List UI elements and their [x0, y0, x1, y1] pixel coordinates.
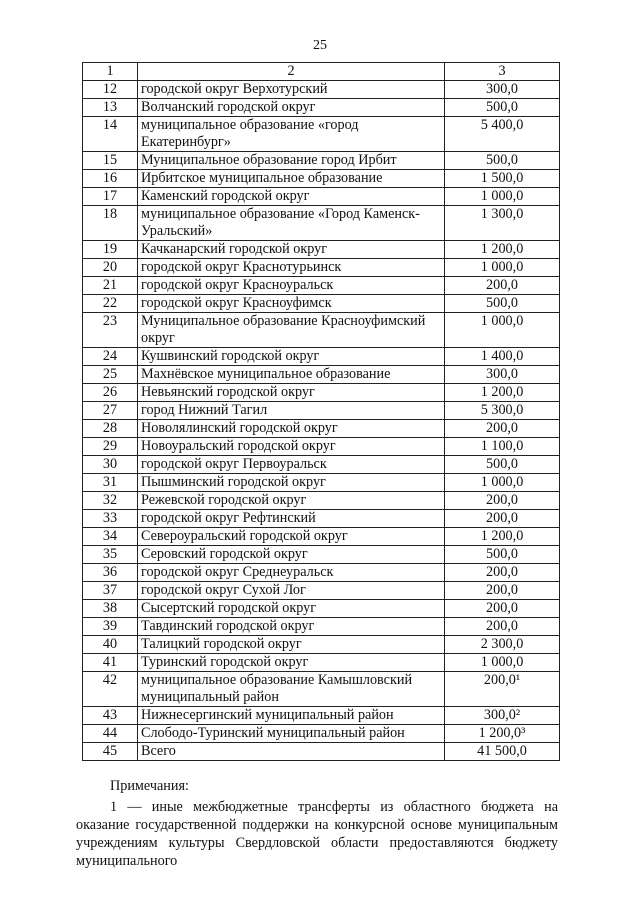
table-row [83, 600, 560, 618]
row-value: 2 300,0 [445, 636, 560, 654]
row-number: 15 [83, 152, 138, 170]
table-row [83, 474, 560, 492]
row-number: 29 [83, 438, 138, 456]
row-number: 30 [83, 456, 138, 474]
table-row [83, 636, 560, 654]
row-value: 1 400,0 [445, 348, 560, 366]
row-name: Всего [138, 743, 445, 761]
table-row [83, 277, 560, 295]
row-name: Пышминский городской округ [138, 474, 445, 492]
row-name: Талицкий городской округ [138, 636, 445, 654]
row-number: 41 [83, 654, 138, 672]
row-value: 200,0 [445, 582, 560, 600]
row-number: 45 [83, 743, 138, 761]
table-row [83, 241, 560, 259]
row-name: Североуральский городской округ [138, 528, 445, 546]
row-name: городской округ Верхотурский [138, 81, 445, 99]
allocation-table [82, 62, 560, 761]
table-row [83, 725, 560, 743]
row-value: 500,0 [445, 99, 560, 117]
row-number: 14 [83, 117, 138, 152]
row-number: 18 [83, 206, 138, 241]
table-row [83, 402, 560, 420]
header-col-2: 2 [138, 63, 445, 81]
row-number: 31 [83, 474, 138, 492]
row-value: 300,0² [445, 707, 560, 725]
row-number: 36 [83, 564, 138, 582]
table-row [83, 170, 560, 188]
row-number: 27 [83, 402, 138, 420]
row-name: Каменский городской округ [138, 188, 445, 206]
row-name: Махнёвское муниципальное образование [138, 366, 445, 384]
row-name: Туринский городской округ [138, 654, 445, 672]
row-value: 1 000,0 [445, 313, 560, 348]
row-name: городской округ Красноуфимск [138, 295, 445, 313]
row-number: 39 [83, 618, 138, 636]
row-number: 32 [83, 492, 138, 510]
row-number: 20 [83, 259, 138, 277]
row-name: городской округ Рефтинский [138, 510, 445, 528]
row-number: 22 [83, 295, 138, 313]
table-row [83, 528, 560, 546]
row-number: 21 [83, 277, 138, 295]
row-value: 1 200,0 [445, 528, 560, 546]
row-value: 1 000,0 [445, 259, 560, 277]
row-value: 200,0 [445, 600, 560, 618]
row-number: 40 [83, 636, 138, 654]
table-row [83, 492, 560, 510]
row-value: 200,0 [445, 420, 560, 438]
row-value: 1 000,0 [445, 654, 560, 672]
table-row [83, 456, 560, 474]
row-name: городской округ Красноуральск [138, 277, 445, 295]
row-name: Тавдинский городской округ [138, 618, 445, 636]
notes-title: Примечания: [110, 778, 189, 794]
table-row [83, 707, 560, 725]
table-row [83, 81, 560, 99]
row-value: 500,0 [445, 456, 560, 474]
row-value: 1 200,0³ [445, 725, 560, 743]
row-name: Режевской городской округ [138, 492, 445, 510]
row-number: 44 [83, 725, 138, 743]
row-value: 1 200,0 [445, 241, 560, 259]
row-name: городской округ Среднеуральск [138, 564, 445, 582]
row-name: Кушвинский городской округ [138, 348, 445, 366]
row-number: 26 [83, 384, 138, 402]
table-row [83, 564, 560, 582]
row-number: 16 [83, 170, 138, 188]
row-number: 33 [83, 510, 138, 528]
table-row [83, 295, 560, 313]
row-name: Слободо-Туринский муниципальный район [138, 725, 445, 743]
table-row [83, 99, 560, 117]
row-value: 41 500,0 [445, 743, 560, 761]
row-name: Новоуральский городской округ [138, 438, 445, 456]
row-value: 1 000,0 [445, 188, 560, 206]
row-number: 37 [83, 582, 138, 600]
table-row [83, 348, 560, 366]
row-value: 200,0¹ [445, 672, 560, 707]
row-name: Нижнесергинский муниципальный район [138, 707, 445, 725]
row-number: 24 [83, 348, 138, 366]
row-number: 42 [83, 672, 138, 707]
table-row [83, 546, 560, 564]
row-name: Волчанский городской округ [138, 99, 445, 117]
table-row [83, 313, 560, 348]
row-name: муниципальное образование «Город Каменск-Уральский» [138, 206, 445, 241]
table-row [83, 582, 560, 600]
row-value: 5 300,0 [445, 402, 560, 420]
row-name: город Нижний Тагил [138, 402, 445, 420]
row-name: городской округ Первоуральск [138, 456, 445, 474]
header-col-1: 1 [83, 63, 138, 81]
table-row [83, 438, 560, 456]
row-number: 12 [83, 81, 138, 99]
page-number: 25 [313, 38, 327, 53]
row-name: Серовский городской округ [138, 546, 445, 564]
table-row [83, 188, 560, 206]
table-row [83, 743, 560, 761]
row-value: 1 000,0 [445, 474, 560, 492]
table-row [83, 152, 560, 170]
row-number: 38 [83, 600, 138, 618]
table-row [83, 117, 560, 152]
row-value: 500,0 [445, 152, 560, 170]
table-row [83, 206, 560, 241]
row-number: 17 [83, 188, 138, 206]
row-value: 300,0 [445, 81, 560, 99]
row-name: Качканарский городской округ [138, 241, 445, 259]
table-row [83, 384, 560, 402]
notes-paragraph: 1 — иные межбюджетные трансферты из областного бюджета на оказание государственной поддержки на конкурсной основе муниципальным учреждениям культуры Свердловской области предоставляются бюджету муниципального [76, 799, 558, 869]
row-name: Невьянский городской округ [138, 384, 445, 402]
row-value: 200,0 [445, 618, 560, 636]
row-value: 1 500,0 [445, 170, 560, 188]
row-value: 5 400,0 [445, 117, 560, 152]
row-name: муниципальное образование «город Екатеринбург» [138, 117, 445, 152]
row-name: муниципальное образование Камышловский муниципальный район [138, 672, 445, 707]
row-number: 25 [83, 366, 138, 384]
row-number: 23 [83, 313, 138, 348]
row-value: 200,0 [445, 492, 560, 510]
row-value: 200,0 [445, 510, 560, 528]
row-number: 34 [83, 528, 138, 546]
table-row [83, 366, 560, 384]
table-row [83, 654, 560, 672]
row-value: 500,0 [445, 295, 560, 313]
notes-section [76, 777, 558, 870]
row-number: 13 [83, 99, 138, 117]
row-value: 200,0 [445, 277, 560, 295]
table-row [83, 618, 560, 636]
header-col-3: 3 [445, 63, 560, 81]
row-value: 1 300,0 [445, 206, 560, 241]
row-name: Ирбитское муниципальное образование [138, 170, 445, 188]
table-row [83, 420, 560, 438]
row-value: 1 200,0 [445, 384, 560, 402]
row-name: Муниципальное образование Красноуфимский округ [138, 313, 445, 348]
row-name: Новолялинский городской округ [138, 420, 445, 438]
row-value: 1 100,0 [445, 438, 560, 456]
row-name: городской округ Краснотурьинск [138, 259, 445, 277]
row-number: 35 [83, 546, 138, 564]
table-row [83, 259, 560, 277]
row-value: 200,0 [445, 564, 560, 582]
row-value: 300,0 [445, 366, 560, 384]
table-row [83, 672, 560, 707]
row-value: 500,0 [445, 546, 560, 564]
row-name: Сысертский городской округ [138, 600, 445, 618]
table-header-row [83, 63, 560, 81]
table-row [83, 510, 560, 528]
row-number: 19 [83, 241, 138, 259]
row-number: 28 [83, 420, 138, 438]
row-name: городской округ Сухой Лог [138, 582, 445, 600]
row-number: 43 [83, 707, 138, 725]
row-name: Муниципальное образование город Ирбит [138, 152, 445, 170]
